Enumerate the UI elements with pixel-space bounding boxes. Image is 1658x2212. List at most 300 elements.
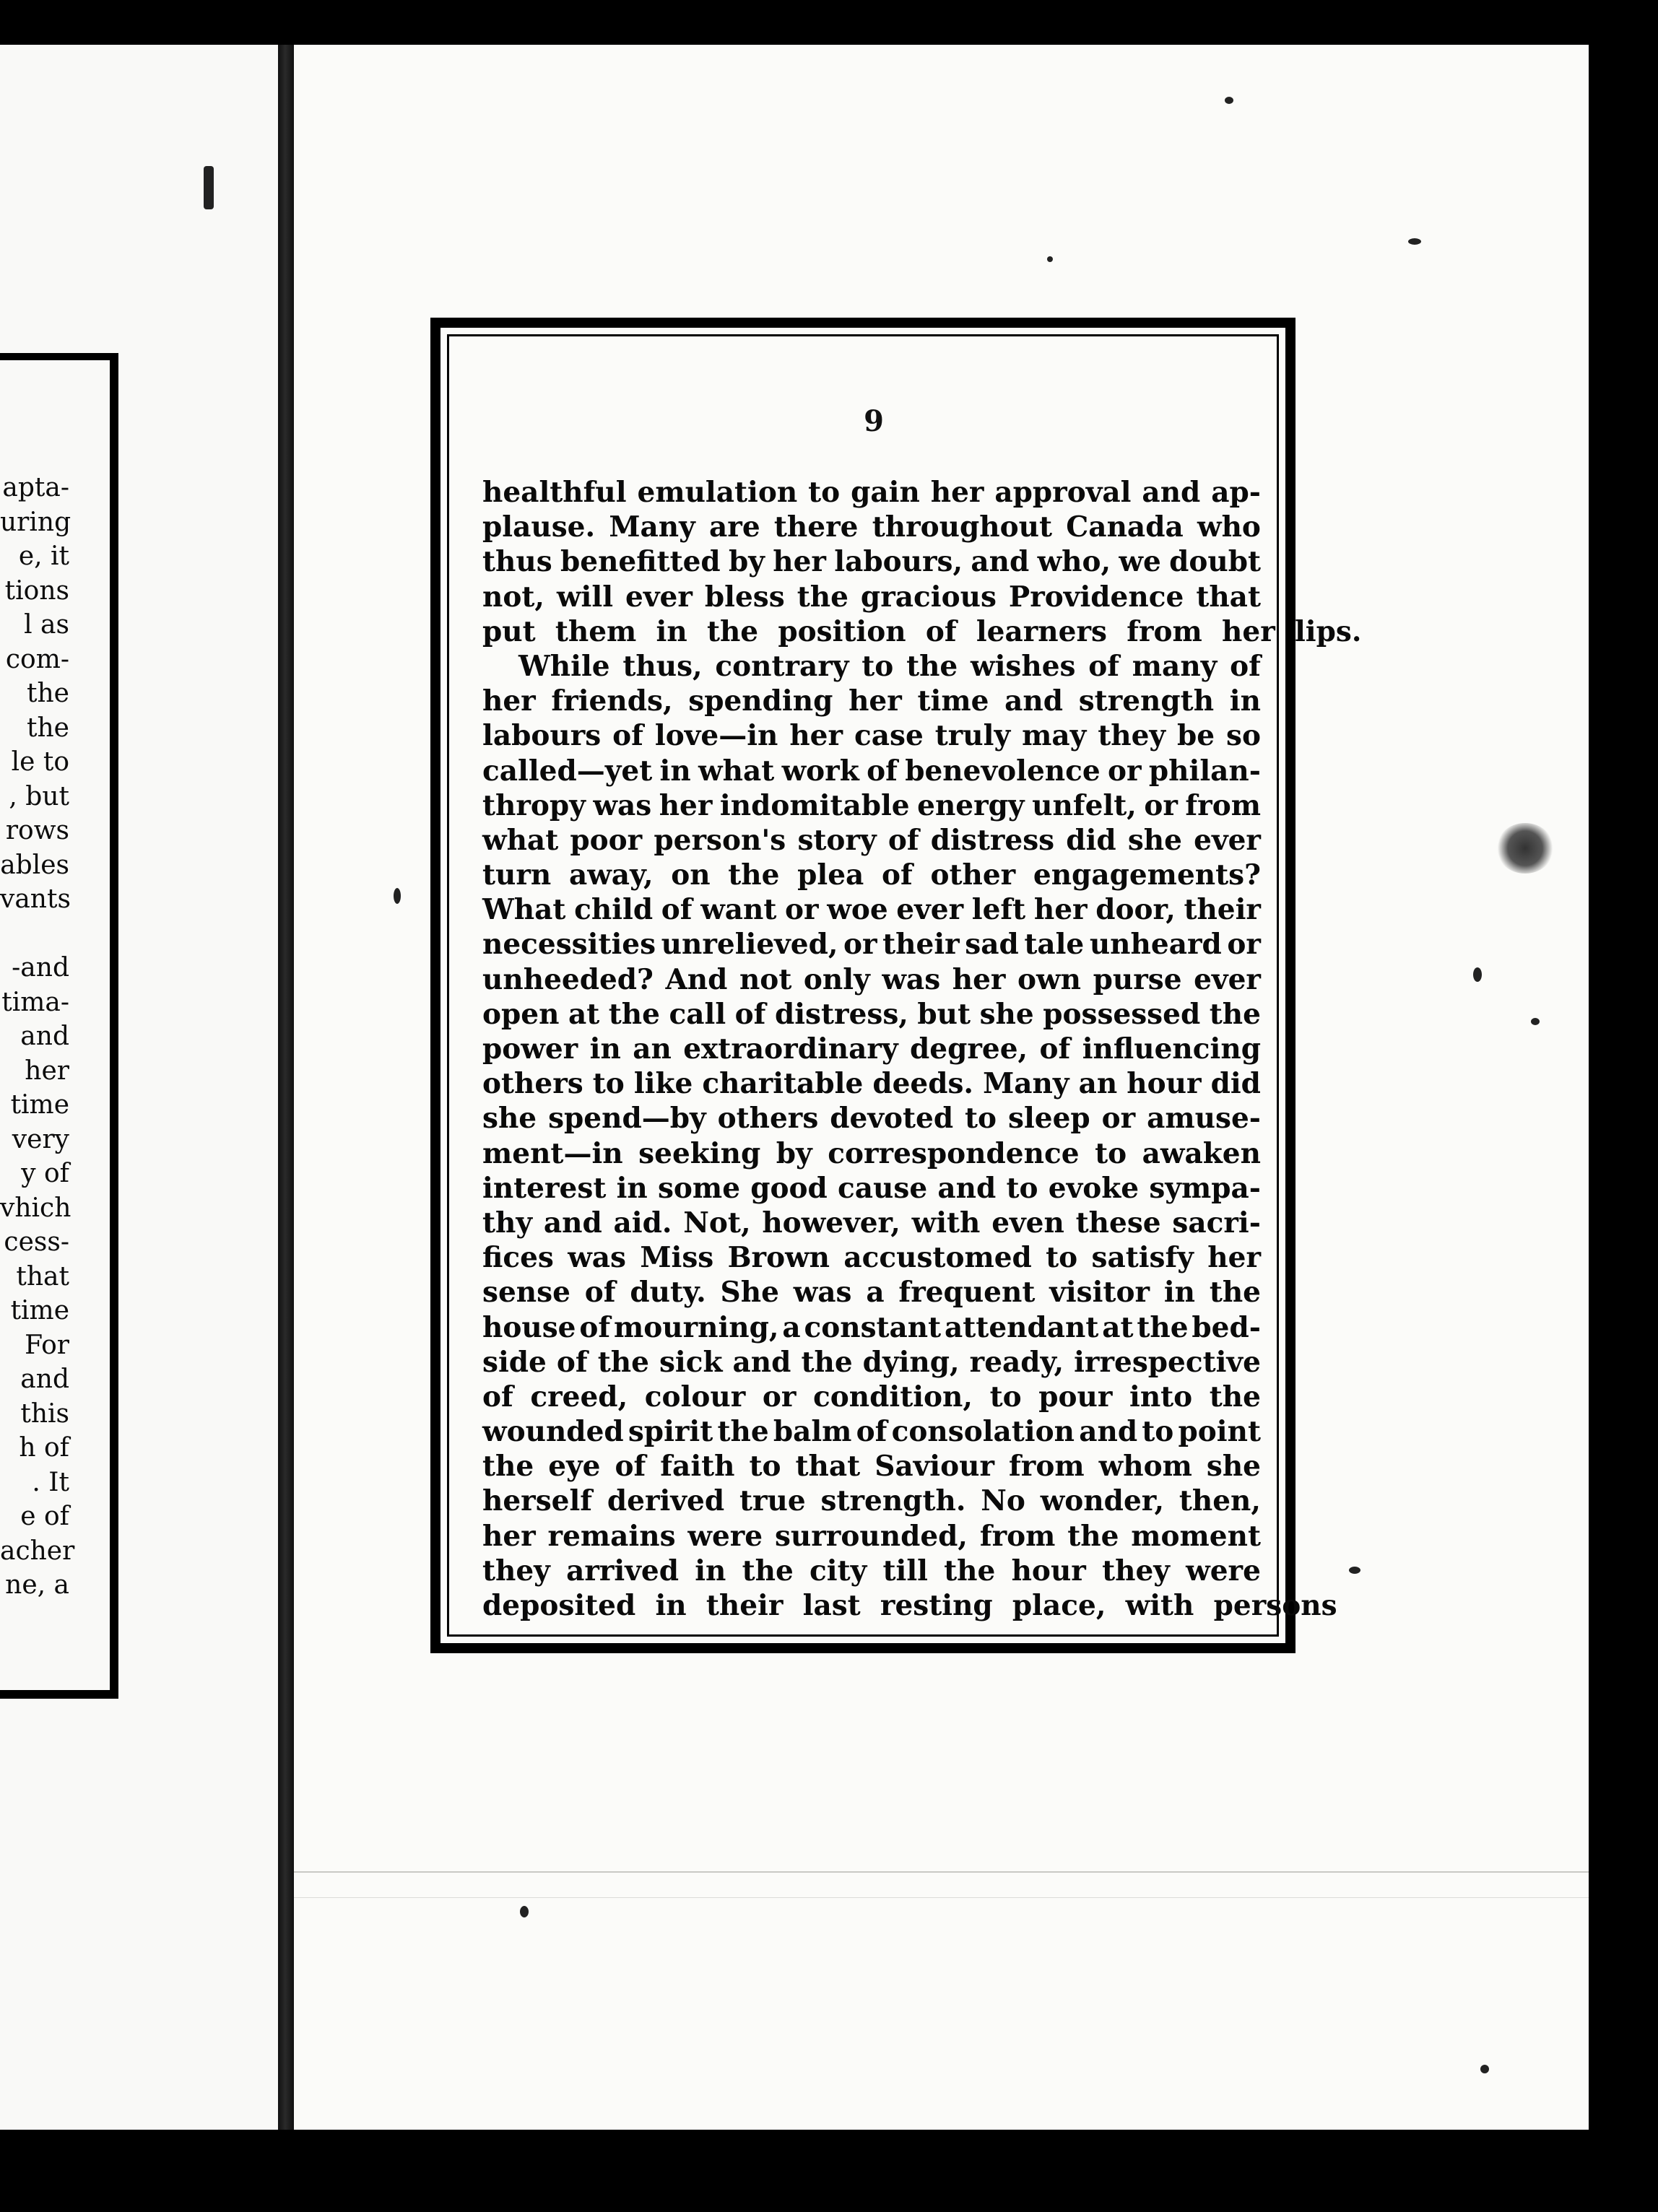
word: of [482, 1380, 513, 1414]
word: that [1196, 580, 1261, 614]
word: thropy [482, 788, 586, 822]
word: point [1178, 1415, 1261, 1449]
word: house [482, 1310, 576, 1344]
word: left [971, 893, 1026, 927]
word: of [1039, 1032, 1071, 1066]
left-page-line: ables [0, 850, 69, 880]
left-page-line: this [20, 1398, 69, 1429]
word: sense [482, 1276, 570, 1310]
word: her [659, 788, 713, 822]
word: of [734, 997, 766, 1031]
word: side [482, 1345, 547, 1379]
word: her [1207, 1241, 1261, 1275]
word: to [1006, 1171, 1038, 1205]
word: away, [568, 858, 654, 892]
text-line [482, 997, 1261, 1032]
word: and [543, 1206, 602, 1240]
word: philan- [1148, 754, 1261, 788]
word: a [866, 1276, 885, 1310]
word: gracious [860, 580, 997, 614]
word: of [887, 823, 919, 857]
word: by [729, 545, 765, 579]
left-page-line: tima- [1, 987, 69, 1017]
binding-gutter [278, 45, 294, 2131]
word: story [797, 823, 877, 857]
page-fold-line-faint [294, 1897, 1589, 1898]
left-page-line: . It [32, 1467, 69, 1497]
word: from [1009, 1450, 1085, 1484]
word: of [661, 893, 693, 927]
word: satisfy [1091, 1241, 1194, 1275]
word: distress [930, 823, 1055, 857]
word: dying, [862, 1345, 960, 1379]
word: plause. [482, 510, 596, 544]
word: to [1095, 1136, 1127, 1170]
word: ever [896, 893, 964, 927]
word: to [965, 1102, 997, 1136]
text-line [482, 754, 1261, 788]
word: engagements? [1033, 858, 1261, 892]
word: thus, [622, 649, 703, 683]
word: was [793, 1276, 852, 1310]
word: of [615, 1450, 646, 1484]
left-page-line: that [16, 1261, 69, 1292]
left-page-line: and [20, 1364, 69, 1394]
word: hour [1011, 1554, 1086, 1588]
word: thy [482, 1206, 533, 1240]
word: others [717, 1102, 819, 1136]
word: her [789, 719, 843, 753]
word: her [773, 545, 826, 579]
word: was [593, 788, 652, 822]
word: were [1186, 1554, 1261, 1588]
dust-speck [1047, 256, 1053, 262]
left-page-line: e, it [18, 541, 69, 571]
word: wonder, [1040, 1484, 1165, 1518]
word: or [1101, 1102, 1136, 1136]
word: an [633, 1032, 672, 1066]
word: and [1079, 1415, 1138, 1449]
word: to [1046, 1241, 1078, 1275]
word: strength [1078, 684, 1215, 718]
word: she [979, 997, 1034, 1031]
word: many [1132, 649, 1218, 683]
text-line [482, 1275, 1261, 1310]
word: influencing [1082, 1032, 1261, 1066]
word: No [981, 1484, 1025, 1518]
word: necessities [482, 928, 656, 962]
word: aid. [613, 1206, 672, 1240]
film-border-bottom [0, 2130, 1658, 2212]
word: the [717, 1415, 769, 1449]
word: these [1075, 1206, 1161, 1240]
word: contrary [715, 649, 849, 683]
word: benefitted [560, 545, 721, 579]
word: into [1129, 1380, 1193, 1414]
word: ever [625, 580, 693, 614]
word: Saviour [874, 1450, 995, 1484]
word: not, [482, 580, 544, 614]
word: true [739, 1484, 806, 1518]
left-page-line: l as [24, 610, 69, 640]
word: While [518, 649, 610, 683]
left-page-text [0, 471, 75, 1603]
word: spend—by [548, 1102, 706, 1136]
word: case [854, 719, 924, 753]
word: of [1088, 649, 1120, 683]
word: they [482, 1554, 550, 1588]
word: of [856, 1415, 887, 1449]
word: truly [934, 719, 1011, 753]
word: derived [607, 1484, 725, 1518]
word: they [1098, 719, 1166, 753]
word: so [1226, 719, 1261, 753]
word: attendant [945, 1310, 1099, 1344]
dust-speck [1225, 97, 1233, 104]
word: approval [994, 476, 1132, 509]
word: the [728, 858, 780, 892]
word: to [989, 1380, 1022, 1414]
dust-speck [394, 888, 401, 904]
word: there [773, 510, 859, 544]
word: from [979, 1519, 1056, 1553]
word: ready, [969, 1345, 1064, 1379]
left-page-line: her [25, 1055, 69, 1086]
text-line [482, 1414, 1261, 1449]
word: called—yet [482, 754, 653, 788]
left-page-line: very [12, 1124, 69, 1154]
dust-speck [204, 166, 214, 209]
word: or [1144, 788, 1178, 822]
word: open [482, 997, 560, 1031]
text-line [482, 962, 1261, 997]
word: sacri- [1172, 1206, 1261, 1240]
word: did [1210, 1067, 1261, 1101]
ink-blot [1496, 823, 1554, 874]
word: amuse- [1147, 1102, 1261, 1136]
word: and [971, 545, 1030, 579]
word: her [952, 962, 1006, 996]
word: colour [644, 1380, 746, 1414]
word: arrived [566, 1554, 679, 1588]
word: hour [1127, 1067, 1202, 1101]
word: at [568, 997, 600, 1031]
word: an [1078, 1067, 1118, 1101]
word: that [795, 1450, 861, 1484]
word: what [698, 754, 775, 788]
word: love—in [654, 719, 778, 753]
dust-speck [1408, 238, 1421, 245]
word: indomitable [719, 788, 910, 822]
word: thus [482, 545, 552, 579]
text-line [482, 510, 1261, 544]
word: her [1033, 893, 1088, 927]
word: did [1066, 823, 1116, 857]
word: in [1163, 1276, 1195, 1310]
left-page-line: le to [11, 747, 69, 777]
word: wishes [971, 649, 1076, 683]
word: were [687, 1519, 763, 1553]
word: turn [482, 858, 552, 892]
word: are [709, 510, 760, 544]
word: the [801, 1345, 853, 1379]
word: not [739, 962, 792, 996]
word: Canada [1066, 510, 1184, 544]
text-line [482, 927, 1261, 962]
text-line-content: put them in the position of learners from her lips. [482, 614, 1362, 648]
word: or [1227, 928, 1261, 962]
word: Brown [727, 1241, 830, 1275]
word: creed, [530, 1380, 628, 1414]
word: woe [827, 893, 888, 927]
word: balm [773, 1415, 852, 1449]
word: city [810, 1554, 867, 1588]
word: to [808, 476, 841, 509]
word: accustomed [843, 1241, 1032, 1275]
word: own [1017, 962, 1081, 996]
word: the [1067, 1519, 1119, 1553]
text-line [482, 1240, 1261, 1275]
word: unrelieved, [661, 928, 838, 962]
word: the [944, 1554, 996, 1588]
word: in [1229, 684, 1261, 718]
word: in [616, 1171, 648, 1205]
text-line [482, 1206, 1261, 1240]
text-line [482, 1345, 1261, 1380]
word: bed- [1192, 1310, 1261, 1344]
word: Providence [1008, 580, 1184, 614]
word: the [608, 997, 660, 1031]
word: degree, [910, 1032, 1028, 1066]
word: power [482, 1032, 578, 1066]
word: What [482, 893, 566, 927]
word: unheeded? [482, 962, 654, 996]
word: be [1176, 719, 1215, 753]
word: her [482, 684, 536, 718]
word: to [1142, 1415, 1174, 1449]
word: her [848, 684, 902, 718]
word: plea [797, 858, 864, 892]
word: throughout [872, 510, 1053, 544]
word: to [861, 649, 894, 683]
word: consolation [891, 1415, 1075, 1449]
text-line [482, 475, 1261, 510]
dust-speck [1531, 1018, 1540, 1025]
word: unheard [1089, 928, 1222, 962]
word: the [1209, 1276, 1261, 1310]
word: want [700, 893, 777, 927]
text-line [482, 649, 1261, 684]
word: the [1209, 997, 1261, 1031]
word: ever [1194, 823, 1261, 857]
word: at [1102, 1310, 1134, 1344]
word: the [797, 580, 848, 614]
word: strength. [820, 1484, 966, 1518]
left-page-line: e of [20, 1502, 69, 1531]
word: doubt [1169, 545, 1261, 579]
word: the [482, 1450, 534, 1484]
word: gain [851, 476, 920, 509]
word: however, [762, 1206, 900, 1240]
word: was [882, 962, 941, 996]
word: person's [654, 823, 786, 857]
text-line [482, 1484, 1261, 1518]
text-line [482, 1554, 1261, 1588]
word: awaken [1142, 1136, 1261, 1170]
word: and [732, 1345, 791, 1379]
word: moment [1131, 1519, 1261, 1553]
text-line [482, 1136, 1261, 1171]
word: constant [804, 1310, 942, 1344]
page-body-text [482, 475, 1362, 1623]
word: of [1230, 649, 1261, 683]
word: Miss [640, 1241, 714, 1275]
word: in [659, 754, 691, 788]
word: remains [547, 1519, 676, 1553]
word: frequent [898, 1276, 1036, 1310]
word: wounded [482, 1415, 624, 1449]
left-page-line: vhich [0, 1193, 71, 1223]
word: a [782, 1310, 801, 1344]
word: her [930, 476, 984, 509]
word: faith [660, 1450, 735, 1484]
word: And [665, 962, 728, 996]
word: child [574, 893, 654, 927]
text-line-content: deposited in their last resting place, with persons [482, 1589, 1337, 1622]
word: by [776, 1136, 812, 1170]
text-line [482, 580, 1261, 614]
word: evoke [1048, 1171, 1140, 1205]
left-page-line: the [27, 713, 69, 743]
word: charitable [702, 1067, 864, 1101]
dust-speck [1473, 967, 1482, 982]
film-border-top [0, 0, 1658, 45]
word: seeking [638, 1136, 761, 1170]
word: on [671, 858, 711, 892]
word: ap- [1211, 476, 1261, 509]
left-page-line: uring [0, 507, 71, 537]
word: and [937, 1171, 997, 1205]
text-line [482, 1519, 1261, 1554]
word: others [482, 1067, 583, 1101]
dust-speck [1349, 1567, 1360, 1574]
text-line [482, 718, 1261, 753]
text-line [482, 1449, 1261, 1484]
word: whom [1098, 1450, 1192, 1484]
text-line [482, 1588, 1337, 1623]
word: or [843, 928, 877, 962]
word: to [749, 1450, 781, 1484]
word: or [785, 893, 819, 927]
word: work [781, 754, 859, 788]
word: ment—in [482, 1136, 623, 1170]
text-line [482, 544, 1261, 579]
word: tale [1024, 928, 1085, 962]
page-number: 9 [864, 404, 884, 438]
word: labours [482, 719, 602, 753]
word: possessed [1043, 997, 1201, 1031]
text-line [482, 1380, 1261, 1414]
word: and [1004, 684, 1064, 718]
word: of [579, 1310, 611, 1344]
word: of [584, 1276, 616, 1310]
word: energy [917, 788, 1025, 822]
text-line [482, 1310, 1261, 1345]
word: ever [1194, 962, 1261, 996]
word: time [917, 684, 989, 718]
word: their [882, 928, 960, 962]
word: sad [965, 928, 1019, 962]
word: then, [1179, 1484, 1261, 1518]
left-page-line: y of [21, 1159, 69, 1188]
text-line [482, 858, 1261, 892]
word: cause [838, 1171, 928, 1205]
word: duty. [630, 1276, 706, 1310]
word: of [882, 858, 913, 892]
word: she [1206, 1450, 1261, 1484]
word: She [720, 1276, 779, 1310]
text-line [482, 1066, 1261, 1101]
word: bless [704, 580, 785, 614]
word: of [867, 754, 898, 788]
word: irrespective [1074, 1345, 1261, 1379]
film-border-right [1589, 0, 1658, 2212]
word: till [882, 1554, 928, 1588]
left-page-line: For [25, 1330, 69, 1360]
word: only [803, 962, 870, 996]
word: and [1142, 476, 1201, 509]
word: eye [548, 1450, 601, 1484]
word: door, [1095, 893, 1176, 927]
word: they [1102, 1554, 1170, 1588]
left-page-line: ne, a [5, 1570, 69, 1600]
word: who, [1037, 545, 1111, 579]
word: her [482, 1519, 536, 1553]
left-page-line: com- [5, 644, 69, 674]
word: who [1197, 510, 1261, 544]
word: devoted [830, 1102, 954, 1136]
text-line [482, 684, 1261, 718]
word: from [1185, 788, 1261, 822]
word: correspondence [828, 1136, 1080, 1170]
left-page-line: vants [0, 884, 71, 914]
word: of [556, 1345, 588, 1379]
word: benevolence [905, 754, 1101, 788]
left-page-line: the [27, 679, 69, 708]
word: or [762, 1380, 797, 1414]
word: the [1137, 1310, 1189, 1344]
word: poor [570, 823, 643, 857]
word: unfelt, [1032, 788, 1137, 822]
left-page-sheet [0, 45, 278, 2131]
left-page-line: rows [5, 816, 69, 845]
left-page-line: -and [12, 953, 69, 983]
text-line [482, 1171, 1261, 1206]
word: pour [1038, 1380, 1113, 1414]
word: other [930, 858, 1016, 892]
word: call [669, 997, 726, 1031]
left-page-line [0, 917, 69, 952]
word: the [742, 1554, 794, 1588]
word: in [695, 1554, 726, 1588]
word: herself [482, 1484, 593, 1518]
text-line [482, 614, 1362, 649]
word: extraordinary [683, 1032, 898, 1066]
word: friends, [551, 684, 673, 718]
left-page-line: time [10, 1296, 69, 1325]
word: she [482, 1102, 537, 1136]
left-page-line: tions [4, 575, 69, 606]
